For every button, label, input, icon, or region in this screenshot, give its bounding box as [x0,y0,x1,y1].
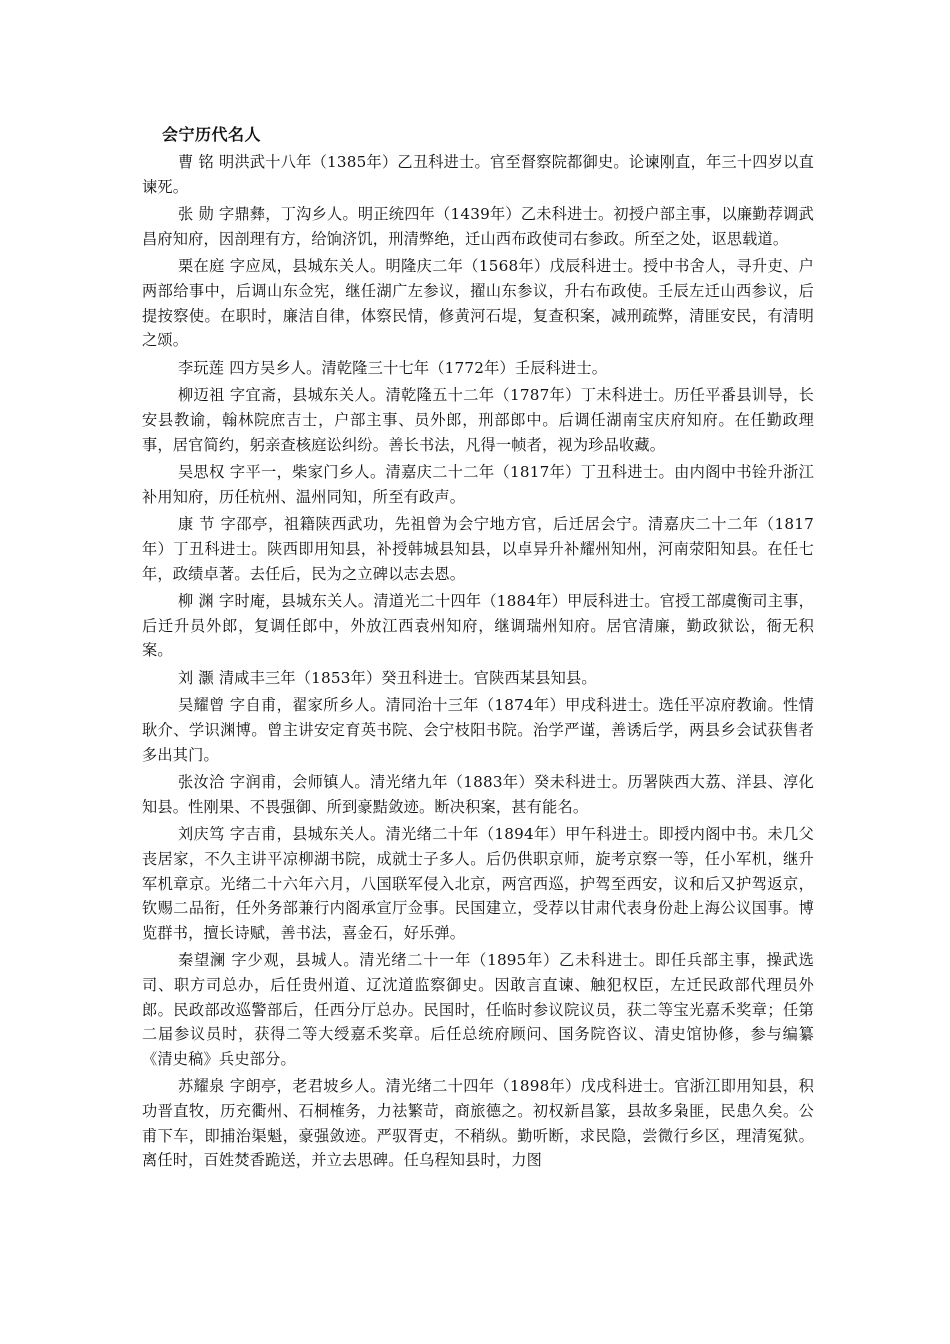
document-title: 会宁历代名人 [162,125,262,144]
document-body [142,122,814,1176]
person-name: 刘庆笃 [178,825,225,844]
person-name: 栗在庭 [178,257,225,276]
biography-text: 字少观，县城人。清光绪二十一年（1895年）乙未科进士。即任兵部主事，操武选司、职方司总办，后任贵州道、辽沈道监察御史。因敢言直谏、触犯权臣，左迁民政部代理员外郎。民政部改巡警部后，任西分厅总办。民国时，任临时参议院议员，获二等宝光嘉禾奖章；任第二届参议员时，获得二等大绶嘉禾奖章。后任总统府顾问、国务院咨议、清史馆协修，参与编纂《清史稿》兵史部分。 [142,951,814,1068]
biography-text: 字宜斋，县城东关人。清乾隆五十二年（1787年）丁未科进士。历任平番县训导，长安县教谕，翰林院庶吉士，户部主事、员外郎，刑部郎中。后调任湖南宝庆府知府。在任勤政理事，居官简约，躬亲查核庭讼纠纷。善长书法，凡得一帧者，视为珍品收藏。 [142,386,814,454]
person-name: 张汝洽 [178,773,225,792]
biography-text: 字润甫，会师镇人。清光绪九年（1883年）癸未科进士。历署陕西大荔、洋县、淳化知县。性刚果、不畏强御、所到豪黠敛迹。断决积案，甚有能名。 [142,773,814,816]
person-name: 李玩莲 [178,358,225,377]
biography-text: 字时庵，县城东关人。清道光二十四年（1884年）甲辰科进士。官授工部虞衡司主事，后迁升员外郎，复调任郎中，外放江西袁州知府，继调瑞州知府。居官清廉，勤政狱讼，衙无积案。 [142,592,814,660]
person-name: 秦望澜 [178,951,226,970]
biography-text: 字自甫，翟家所乡人。清同治十三年（1874年）甲戌科进士。选任平凉府教谕。性情耿介、学识渊博。曾主讲安定育英书院、会宁枝阳书院。治学严谨，善诱后学，两县乡会试获售者多出其门。 [142,696,814,764]
biography-entry [142,693,814,767]
person-name: 吴思权 [178,463,225,482]
biography-entry [142,150,814,199]
biography-entry [142,512,814,586]
biography-entry [142,254,814,352]
biography-entry [142,666,814,691]
person-name: 曹 铭 [178,153,214,171]
biography-entry [142,356,814,381]
biography-entry [142,383,814,457]
biography-entry [142,1074,814,1172]
biography-text: 字朗亭，老君坡乡人。清光绪二十四年（1898年）戊戌科进士。官浙江即用知县，积功晋直牧，历充衢州、石桐榷务，力祛繁苛，商旅德之。初权新昌篆，县故多枭匪，民患久矣。公甫下车，即捕治渠魁，豪强敛迹。严驭胥吏，不稍纵。勤听断，求民隐，尝微行乡区，理清冤狱。离任时，百姓焚香跪送，并立去思碑。任乌程知县时，力图 [142,1077,814,1170]
person-name: 柳 渊 [178,592,214,611]
biography-list [142,150,814,1173]
biography-entry [142,770,814,819]
biography-entry [142,460,814,509]
biography-text: 字应凤，县城东关人。明隆庆二年（1568年）戊辰科进士。授中书舍人，寻升吏、户两部给事中，后调山东佥宪，继任湖广左参议，擢山东参议，升右布政使。壬辰左迁山西参议，后提按察使。在职时，廉洁自律，体察民情，修黄河石堤，复查积案，减刑疏弊，清匪安民，有清明之颂。 [142,257,814,350]
biography-entry [142,948,814,1071]
biography-entry [142,822,814,945]
biography-text: 四方吴乡人。清乾隆三十七年（1772年）壬辰科进士。 [229,358,608,377]
biography-entry [142,202,814,251]
person-name: 柳迈祖 [178,386,225,405]
person-name: 刘 灏 [178,668,214,687]
biography-entry [142,589,814,663]
biography-text: 字邵亭，祖籍陕西武功，先祖曾为会宁地方官，后迁居会宁。清嘉庆二十二年（1817年）丁丑科进士。陕西即用知县，补授韩城县知县，以卓异升补耀州知州，河南荥阳知县。在任七年，政绩卓著。去任后，民为之立碑以志去恩。 [142,515,814,583]
person-name: 康 节 [178,515,216,534]
biography-text: 明洪武十八年（1385年）乙丑科进士。官至督察院都御史。论谏刚直，年三十四岁以直谏死。 [142,153,814,196]
biography-text: 清咸丰三年（1853年）癸丑科进士。官陕西某县知县。 [218,668,597,687]
person-name: 张 勋 [178,205,214,224]
person-name: 吴耀曾 [178,696,225,715]
biography-text: 字平一，柴家门乡人。清嘉庆二十二年（1817年）丁丑科进士。由内阁中书铨升浙江补用知府，历任杭州、温州同知，所至有政声。 [142,463,814,506]
person-name: 苏耀泉 [178,1077,225,1096]
biography-text: 字吉甫，县城东关人。清光绪二十年（1894年）甲午科进士。即授内阁中书。未几父丧居家，不久主讲平凉柳湖书院，成就士子多人。后仍供职京师，旋考京察一等，任小军机，继升军机章京。光绪二十六年六月，八国联军侵入北京，两宫西巡，护驾至西安，议和后又护驾返京，钦赐二品衔，任外务部兼行内阁承宣厅佥事。民国建立，受荐以甘肃代表身份赴上海公议国事。博览群书，擅长诗赋，善书法，喜金石，好乐弹。 [142,825,814,942]
biography-text: 字鼎彝，丁沟乡人。明正统四年（1439年）乙未科进士。初授户部主事，以廉勤荐调武昌府知府，因剖理有方，给饷济饥，刑清弊绝，迁山西布政使司右参政。所至之处，讴思载道。 [142,205,814,248]
